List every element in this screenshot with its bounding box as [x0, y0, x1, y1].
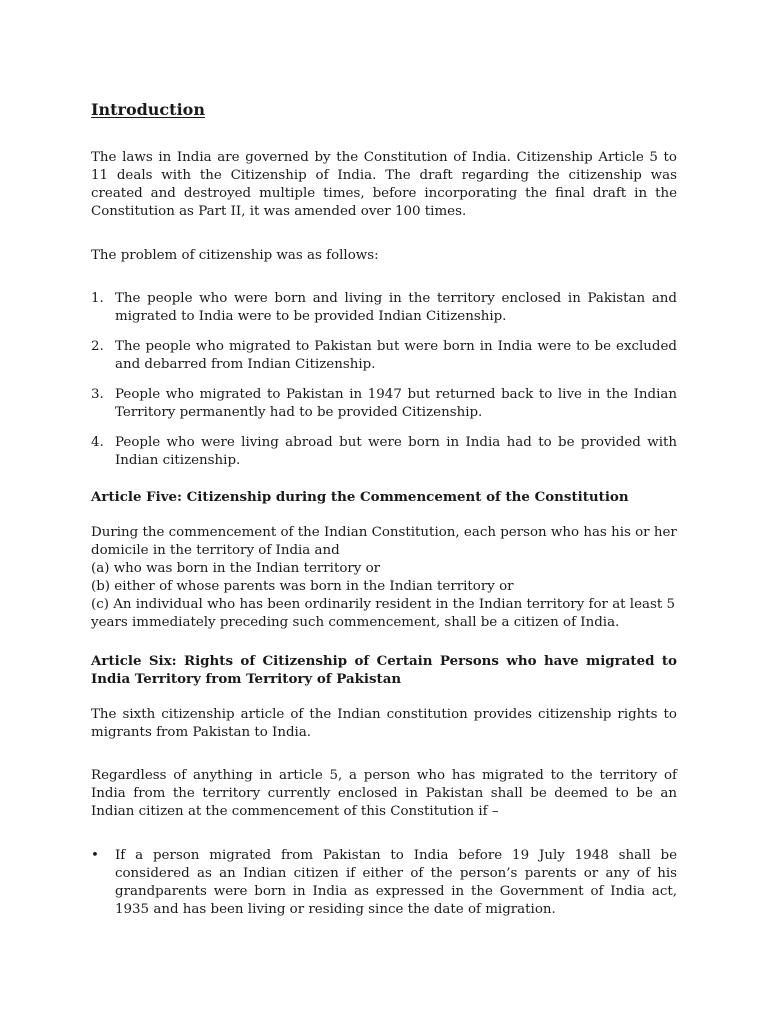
article-five-line: (b) either of whose parents was born in the Indian territory or: [91, 579, 514, 594]
problem-intro-paragraph: The problem of citizenship was as follows:: [91, 248, 379, 263]
intro-paragraph: The laws in India are governed by the Constitution of India. Citizenship Article 5 to 11 deals with the Citizenship of India. The draft regarding the citizenship was created and destroyed multiple times, before incorporating the final draft in the Constitution as Part II, it was amended over 100 times.: [91, 150, 677, 219]
list-item-text: The people who were born and living in the territory enclosed in Pakistan and migrated to India were to be provided Indian Citizenship.: [115, 291, 677, 324]
list-item-text: People who migrated to Pakistan in 1947 but returned back to live in the Indian Territory permanently had to be provided Citizenship.: [115, 387, 677, 420]
list-number: 2.: [91, 339, 104, 354]
list-item: [91, 290, 677, 326]
article-five-line: During the commencement of the Indian Constitution, each person who has his or her: [91, 525, 677, 540]
article-five-line: domicile in the territory of India and: [91, 543, 340, 558]
list-number: 3.: [91, 387, 104, 402]
article-six-heading: Article Six: Rights of Citizenship of Certain Persons who have migrated to India Territory from Territory of Pakistan: [91, 653, 677, 687]
list-number: 4.: [91, 435, 104, 450]
bullet-item-text: If a person migrated from Pakistan to India before 19 July 1948 shall be considered as an Indian citizen if either of the person’s parents or any of his grandparents were born in India as expressed in the Government of India act, 1935 and has been living or residing since the date of migration.: [115, 848, 677, 917]
list-item: [91, 434, 677, 470]
article-five-line: years immediately preceding such commencement, shall be a citizen of India.: [91, 615, 620, 630]
list-number: 1.: [91, 291, 104, 306]
list-item: [91, 338, 677, 374]
article-six-paragraph-2: Regardless of anything in article 5, a person who has migrated to the territory of India from the territory currently enclosed in Pakistan shall be deemed to be an Indian citizen at the commencement of this Constitution if –: [91, 768, 677, 819]
list-item: [91, 386, 677, 422]
article-six-paragraph-1: The sixth citizenship article of the Indian constitution provides citizenship rights to migrants from Pakistan to India.: [91, 707, 677, 740]
bullet-item: [91, 847, 677, 919]
section-heading-introduction: Introduction: [91, 100, 205, 119]
article-five-line: (c) An individual who has been ordinarily resident in the Indian territory for at least 5: [91, 597, 676, 612]
bullet-icon: •: [91, 848, 99, 863]
list-item-text: People who were living abroad but were born in India had to be provided with Indian citizenship.: [115, 435, 677, 468]
article-five-line: (a) who was born in the Indian territory or: [91, 561, 381, 576]
article-five-body: [91, 524, 677, 632]
list-item-text: The people who migrated to Pakistan but were born in India were to be excluded and debarred from Indian Citizenship.: [115, 339, 677, 372]
article-five-heading: Article Five: Citizenship during the Commencement of the Constitution: [91, 489, 629, 505]
